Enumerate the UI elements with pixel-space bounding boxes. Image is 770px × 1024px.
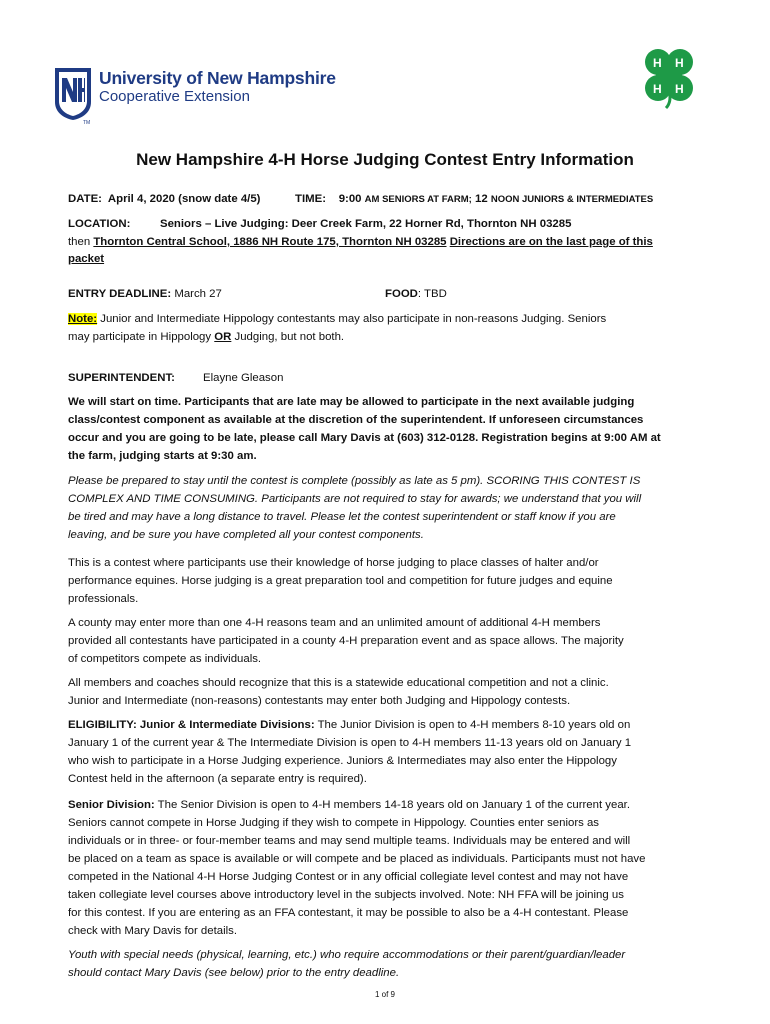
org-subtitle: Cooperative Extension [99,88,250,105]
text-line: class/contest component as available at the discretion of the superintendent. If unforeseen circumstances [68,414,644,426]
text-line: The Junior Division is open to 4-H members 8-10 years old on [314,719,631,731]
food-label: FOOD [385,288,418,300]
food-line [385,286,447,303]
time-seniors: AM SENIORS AT FARM; [364,194,472,205]
special-needs-paragraph [68,946,704,982]
time-juniors: NOON JUNIORS & INTERMEDIATES [490,194,654,205]
senior-division-paragraph [68,796,704,940]
stay-notice-paragraph [68,472,704,544]
svg-text:H: H [653,82,662,96]
time-line [295,191,653,208]
4h-clover-icon [636,44,702,110]
deadline-value: March 27 [174,288,222,300]
text-line: should contact Mary Davis (see below) prior to the entry deadline. [68,967,400,979]
text-line: Contest held in the afternoon (a separate entry is required). [68,773,367,785]
text-line: Seniors cannot compete in Horse Judging if they wish to compete in Hippology. Counties enter seniors as [68,817,600,829]
text-line: leaving, and be sure you have completed all your contest components. [68,529,424,541]
org-name: University of New Hampshire [99,68,336,88]
county-entry-paragraph [68,614,704,668]
text-line: be tired and may have a long distance to travel. Please let the contest superintendent or staff know if you are [68,511,616,523]
note-line-1: Junior and Intermediate Hippology contestants may also participate in non-reasons Judging. Seniors [100,313,607,325]
food-value: : TBD [417,288,447,300]
text-line: who wish to participate in a Horse Judging experience. Juniors & Intermediates may also enter the Hippology [68,755,617,767]
text-line: performance equines. Horse judging is a great preparation tool and competition for future judges and equine [68,575,613,587]
unh-shield-icon [53,66,93,120]
text-line: of competitors compete as individuals. [68,653,262,665]
time-label: TIME: [295,193,327,205]
text-line: provided all contestants have participated in a county 4-H preparation event and as space allows. The majority [68,635,624,647]
note-line-2a: may participate in Hippology [68,331,212,343]
deadline-line [68,286,222,303]
text-line: check with Mary Davis for details. [68,925,238,937]
deadline-label: ENTRY DEADLINE: [68,288,172,300]
location-line-2 [68,234,653,251]
note-paragraph [68,310,704,346]
directions-link-cont[interactable]: packet [68,253,105,265]
education-paragraph [68,674,704,710]
date-label: DATE: [68,193,102,205]
text-line: the farm, judging starts at 9:30 am. [68,450,257,462]
late-warning-paragraph [68,393,704,465]
text-line: individuals or in three- or four-member teams and may send multiple teams. Individuals may be entered and will [68,835,631,847]
text-line: occur and you are going to be late, please call Mary Davis at (603) 312-0128. Registration begins at 9:00 AM at [68,432,661,444]
superintendent-label: SUPERINTENDENT: [68,372,175,384]
text-line: for this contest. If you are entering as an FFA contestant, it may be possible to also be a 4-H contestant. Please [68,907,629,919]
text-line: competed in the National 4-H Horse Judging Contest or in any official collegiate level contest and may not have [68,871,629,883]
svg-text:H: H [675,56,684,70]
page-number: 1 of 9 [374,990,395,999]
contest-description-paragraph [68,554,704,608]
text-line: be placed on a team as space is available or will compete and be placed as individuals. Participants must not have [68,853,646,865]
text-line: professionals. [68,593,139,605]
eligibility-paragraph [68,716,704,788]
document-title: New Hampshire 4-H Horse Judging Contest Entry Information [136,150,634,169]
note-label: Note: [68,313,98,325]
svg-text:H: H [675,82,684,96]
location-then: then [68,236,91,248]
time-value: 9:00 [338,193,362,205]
eligibility-label: ELIGIBILITY: Junior & Intermediate Divisions: [68,719,315,731]
text-line: Youth with special needs (physical, learning, etc.) who require accommodations or their parent/guardian/leader [68,949,626,961]
text-line: A county may enter more than one 4-H reasons team and an unlimited amount of additional 4-H members [68,617,601,629]
text-line: This is a contest where participants use their knowledge of horse judging to place classes of halter and/or [68,557,599,569]
superintendent-name: Elayne Gleason [203,372,284,384]
text-line: The Senior Division is open to 4-H members 14-18 years old on January 1 of the current year. [154,799,630,811]
text-line: Junior and Intermediate (non-reasons) contestants may enter both Judging and Hippology contests. [68,695,571,707]
note-line-2b: Judging, but not both. [234,331,345,343]
location-value: Seniors – Live Judging: Deer Creek Farm, 22 Horner Rd, Thornton NH 03285 [160,218,572,230]
text-line: Please be prepared to stay until the contest is complete (possibly as late as 5 pm). SCORING THIS CONTEST IS [68,475,641,487]
trademark-mark: TM [83,120,91,126]
directions-link[interactable]: Directions are on the last page of this [449,236,653,248]
text-line: January 1 of the current year & The Intermediate Division is open to 4-H members 11-13 years old on January 1 [68,737,632,749]
date-value: April 4, 2020 (snow date 4/5) [107,193,261,205]
text-line: All members and coaches should recognize that this is a statewide educational competition and not a clinic. [68,677,609,689]
date-line [68,191,260,208]
location-label: LOCATION: [68,218,131,230]
text-line: We will start on time. Participants that are late may be allowed to participate in the next available judging [68,396,635,408]
note-or: OR [214,331,232,343]
senior-label: Senior Division: [68,799,155,811]
text-line: taken collegiate level courses above introductory level in the subjects involved. Note: NH FFA will be joining us [68,889,624,901]
svg-text:H: H [653,56,662,70]
time-noon: 12 [474,193,488,205]
unh-logo [53,66,353,126]
text-line: COMPLEX AND TIME CONSUMING. Participants are not required to stay for awards; we understand that you will [68,493,642,505]
location-school-link[interactable]: Thornton Central School, 1886 NH Route 175, Thornton NH 03285 [93,236,447,248]
